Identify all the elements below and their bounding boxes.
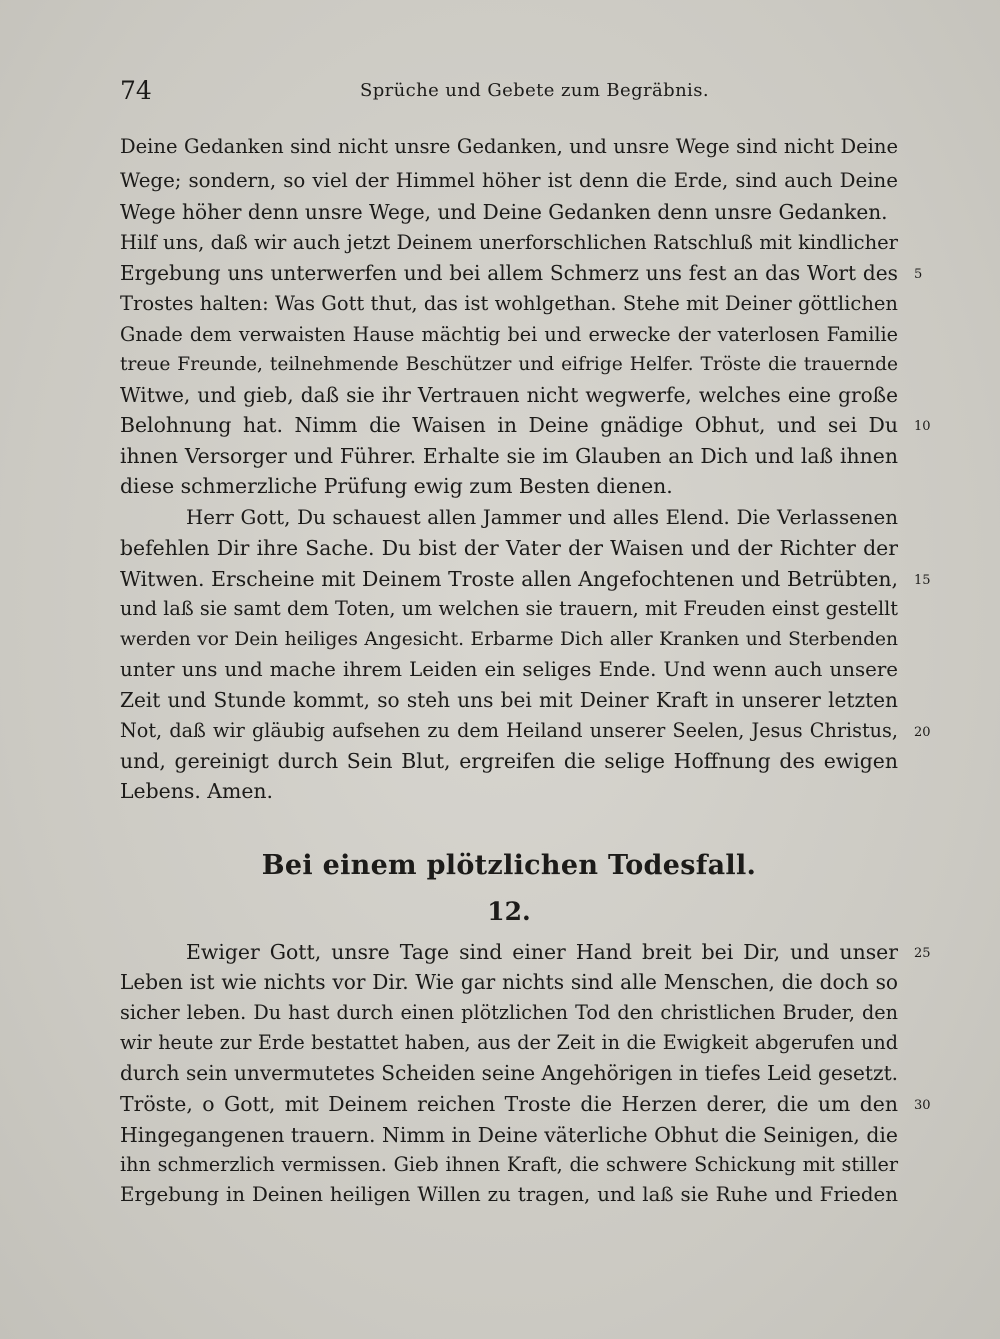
text-line: Tröste, o Gott, mit Deinem reichen Troste die Herzen derer, die um den [120,1092,898,1116]
text-line: und, gereinigt durch Sein Blut, ergreifen die selige Hoffnung des ewigen [120,749,898,773]
page-number: 74 [120,76,152,105]
text-line: Not, daß wir gläubig aufsehen zu dem Heiland unserer Seelen, Jesus Christus, [120,719,898,742]
text-line: Leben ist wie nichts vor Dir. Wie gar nichts sind alle Menschen, die doch so [120,970,898,994]
text-line: diese schmerzliche Prüfung ewig zum Besten dienen. [120,474,673,498]
text-line: Wege; sondern, so viel der Himmel höher ist denn die Erde, sind auch Deine [120,169,898,192]
text-line: Zeit und Stunde kommt, so steh uns bei mit Deiner Kraft in unserer letzten [120,688,898,712]
text-line: Trostes halten: Was Gott thut, das ist wohlgethan. Stehe mit Deiner göttlichen [120,292,898,315]
text-line: treue Freunde, teilnehmende Beschützer und eifrige Helfer. Tröste die trauernde [120,354,898,375]
prayer-number: 12. [487,897,531,926]
text-line: Hingegangenen trauern. Nimm in Deine väterliche Obhut die Seinigen, die [120,1123,898,1147]
section-heading: Bei einem plötzlichen Todesfall. [261,850,757,881]
text-line: Hilf uns, daß wir auch jetzt Deinem unerforschlichen Ratschluß mit kindlicher [120,231,898,254]
text-line: werden vor Dein heiliges Angesicht. Erbarme Dich aller Kranken und Sterbenden [120,629,898,650]
text-line: Ergebung in Deinen heiligen Willen zu tragen, und laß sie Ruhe und Frieden [120,1183,898,1206]
line-number: 20 [914,725,931,740]
line-number: 30 [914,1098,931,1113]
text-line: und laß sie samt dem Toten, um welchen sie trauern, mit Freuden einst gestellt [120,597,898,620]
text-line: durch sein unvermutetes Scheiden seine Angehörigen in tiefes Leid gesetzt. [120,1061,899,1085]
text-line: Witwen. Erscheine mit Deinem Troste allen Angefochtenen und Betrübten, [120,567,898,591]
line-number: 25 [914,946,931,961]
text-line: Ergebung uns unterwerfen und bei allem Schmerz uns fest an das Wort des [120,261,898,285]
text-line: unter uns und mache ihrem Leiden ein seliges Ende. Und wenn auch unsere [120,658,898,681]
text-line: wir heute zur Erde bestattet haben, aus der Zeit in die Ewigkeit abgerufen und [120,1031,898,1054]
line-number: 15 [914,573,931,588]
text-line: ihn schmerzlich vermissen. Gieb ihnen Kraft, die schwere Schickung mit stiller [120,1153,898,1176]
text-line: Lebens. Amen. [120,779,274,803]
text-line: ihnen Versorger und Führer. Erhalte sie im Glauben an Dich und laß ihnen [120,444,898,468]
page-header [120,76,900,110]
text-line: befehlen Dir ihre Sache. Du bist der Vater der Waisen und der Richter der [120,536,898,560]
running-title: Sprüche und Gebete zum Begräbnis. [360,80,709,101]
text-line: Deine Gedanken sind nicht unsre Gedanken, und unsre Wege sind nicht Deine [120,135,898,158]
text-line: Wege höher denn unsre Wege, und Deine Gedanken denn unsre Gedanken. [120,200,888,224]
text-line: Gnade dem verwaisten Hause mächtig bei und erwecke der vaterlosen Familie [120,323,898,346]
line-number: 10 [914,419,931,434]
text-line: Witwe, und gieb, daß sie ihr Vertrauen nicht wegwerfe, welches eine große [120,383,898,407]
text-line: Ewiger Gott, unsre Tage sind einer Hand breit bei Dir, und unser [186,940,898,964]
text-line: Herr Gott, Du schauest allen Jammer und alles Elend. Die Verlassenen [186,506,898,529]
text-line: sicher leben. Du hast durch einen plötzlichen Tod den christlichen Bruder, den [120,1001,898,1024]
text-line: Belohnung hat. Nimm die Waisen in Deine gnädige Obhut, und sei Du [120,413,898,437]
line-number: 5 [914,267,923,282]
